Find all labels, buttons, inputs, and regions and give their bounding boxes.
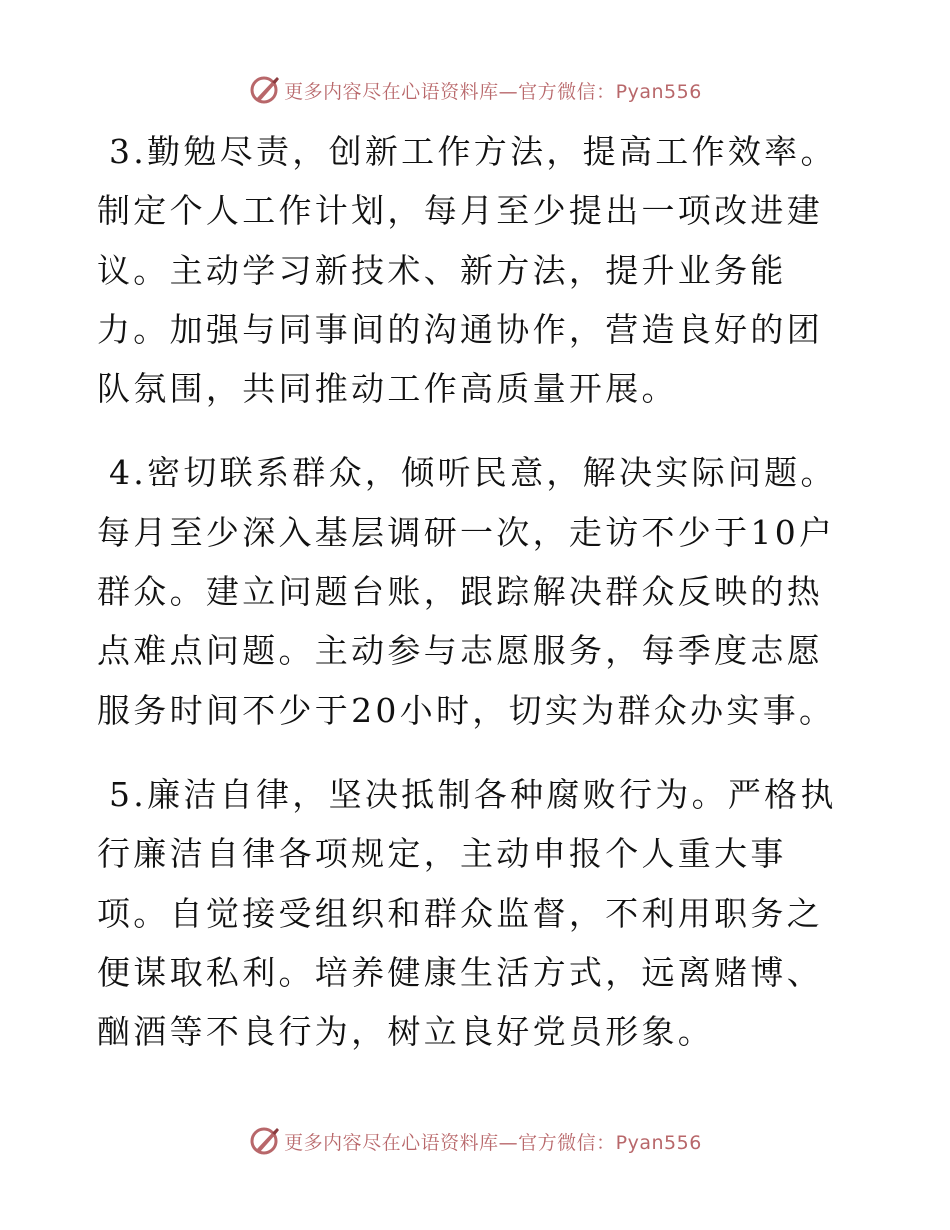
pen-logo-icon <box>248 1125 280 1157</box>
paragraph-item-4: 4.密切联系群众，倾听民意，解决实际问题。每月至少深入基层调研一次，走访不少于10户群众。建立问题台账，跟踪解决群众反映的热点难点问题。主动参与志愿服务，每季度志愿服务时间不少于20小时，切实为群众办实事。 <box>97 453 837 730</box>
watermark-footer <box>0 1121 950 1161</box>
watermark-text: 更多内容尽在心语资料库—官方微信：Pyan556 <box>284 1131 702 1154</box>
pen-logo-icon <box>248 74 280 106</box>
document-body <box>97 122 857 1086</box>
watermark-text: 更多内容尽在心语资料库—官方微信：Pyan556 <box>284 80 702 103</box>
paragraph-item-5: 5.廉洁自律，坚决抵制各种腐败行为。严格执行廉洁自律各项规定，主动申报个人重大事项。自觉接受组织和群众监督，不利用职务之便谋取私利。培养健康生活方式，远离赌博、酗酒等不良行为，树立良好党员形象。 <box>97 774 837 1052</box>
watermark-header <box>0 70 950 110</box>
paragraph-item-3: 3.勤勉尽责，创新工作方法，提高工作效率。制定个人工作计划，每月至少提出一项改进建议。主动学习新技术、新方法，提升业务能力。加强与同事间的沟通协作，营造良好的团队氛围，共同推动工作高质量开展。 <box>97 132 837 409</box>
